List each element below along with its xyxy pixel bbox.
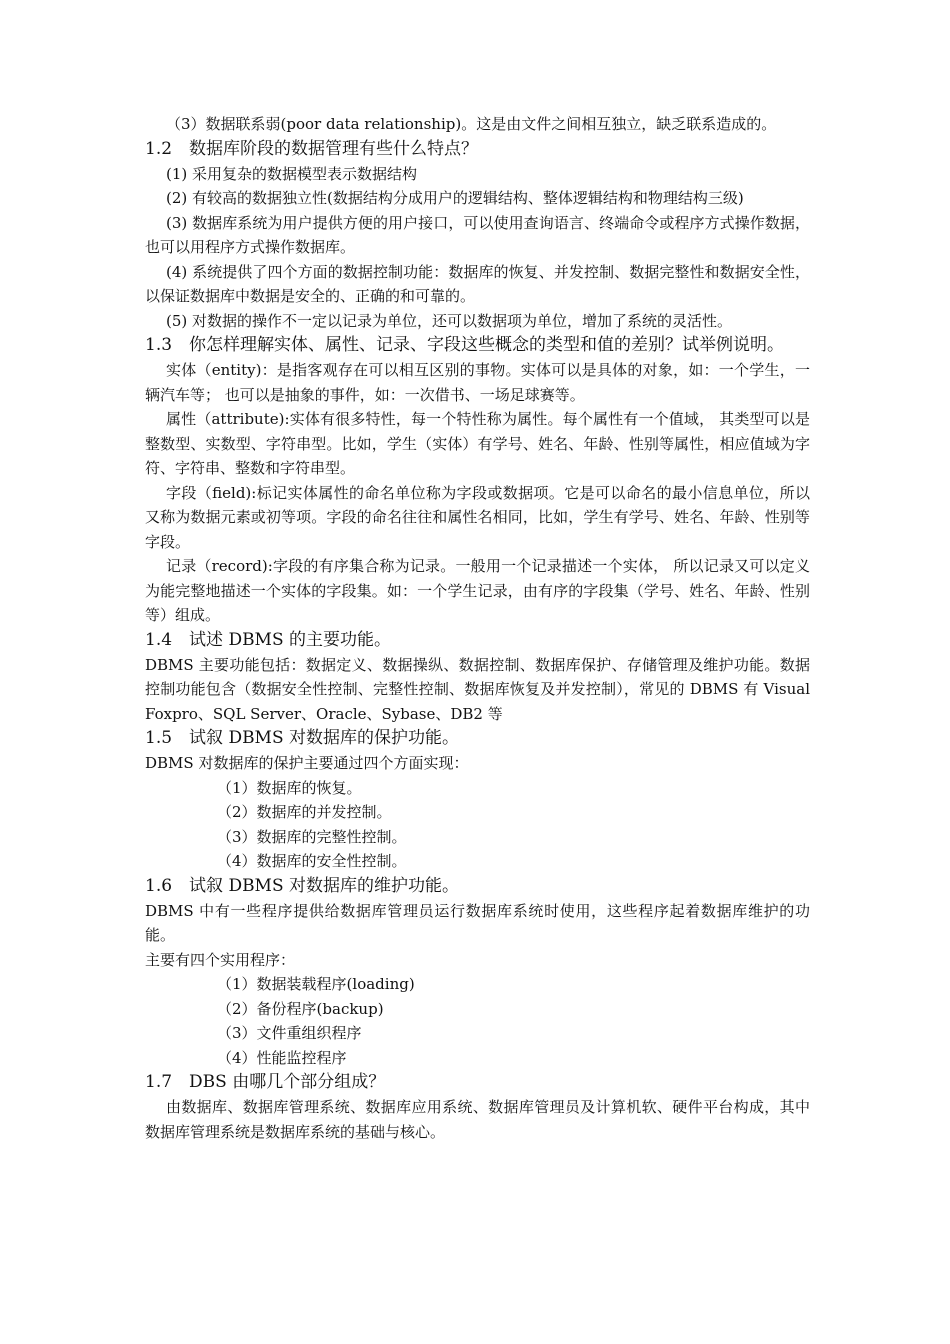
list-item: （1）数据装载程序(loading)	[217, 975, 415, 993]
list-item: （2）数据库的并发控制。	[217, 803, 392, 821]
document-page	[145, 112, 810, 1144]
section-heading: 1.7 DBS 由哪几个部分组成？	[145, 1072, 386, 1092]
section-heading: 1.4 试述 DBMS 的主要功能。	[145, 629, 392, 650]
paragraph: DBMS 对数据库的保护主要通过四个方面实现：	[145, 754, 469, 772]
paragraph: 记录（record):字段的有序集合称为记录。一般用一个记录描述一个实体， 所以记录又可以定义为能完整地描述一个实体的字段集。如：一个学生记录，由有序的字段集（学号、姓名、年龄、性别等）组成。	[145, 557, 810, 624]
section-heading: 1.5 试叙 DBMS 对数据库的保护功能。	[145, 728, 460, 748]
paragraph: (3) 数据库系统为用户提供方便的用户接口，可以使用查询语言、终端命令或程序方式操作数据， 也可以用程序方式操作数据库。	[145, 213, 810, 256]
paragraph: 实体（entity)：是指客观存在可以相互区别的事物。实体可以是具体的对象，如：一个学生，一辆汽车等； 也可以是抽象的事件，如：一次借书、一场足球赛等。	[145, 361, 810, 404]
paragraph: (1) 采用复杂的数据模型表示数据结构	[166, 164, 418, 183]
section-heading: 1.3 你怎样理解实体、属性、记录、字段这些概念的类型和值的差别？试举例说明。	[145, 335, 785, 355]
paragraph: 由数据库、数据库管理系统、数据库应用系统、数据库管理员及计算机软、硬件平台构成，其中数据库管理系统是数据库系统的基础与核心。	[145, 1098, 810, 1141]
list-item: （3）数据库的完整性控制。	[217, 827, 407, 846]
paragraph: 属性（attribute):实体有很多特性，每一个特性称为属性。每个属性有一个值域， 其类型可以是整数型、实数型、字符串型。比如，学生（实体）有学号、姓名、年龄、性别等属性，相应值域为字符、字符串、整数和字符串型。	[145, 410, 810, 477]
paragraph: (5) 对数据的操作不一定以记录为单位，还可以数据项为单位，增加了系统的灵活性。	[166, 311, 733, 330]
list-item: （1）数据库的恢复。	[217, 778, 362, 797]
paragraph: DBMS 中有一些程序提供给数据库管理员运行数据库系统时使用，这些程序起着数据库维护的功能。	[145, 901, 810, 944]
list-item: （4）性能监控程序	[217, 1048, 347, 1067]
paragraph: 字段（field):标记实体属性的命名单位称为字段或数据项。它是可以命名的最小信息单位，所以又称为数据元素或初等项。字段的命名往往和属性名相同，比如，学生有学号、姓名、年龄、性别等字段。	[145, 483, 810, 551]
paragraph: 主要有四个实用程序：	[145, 950, 296, 969]
list-item: （2）备份程序(backup)	[217, 999, 384, 1018]
section-heading: 1.6 试叙 DBMS 对数据库的维护功能。	[145, 875, 460, 896]
paragraph: (2) 有较高的数据独立性(数据结构分成用户的逻辑结构、整体逻辑结构和物理结构三级)	[166, 189, 744, 207]
paragraph: (4) 系统提供了四个方面的数据控制功能：数据库的恢复、并发控制、数据完整性和数据安全性， 以保证数据库中数据是安全的、正确的和可靠的。	[145, 262, 810, 305]
section-heading: 1.2 数据库阶段的数据管理有些什么特点？	[145, 138, 479, 159]
list-item: （3）文件重组织程序	[217, 1024, 362, 1042]
paragraph: DBMS 主要功能包括：数据定义、数据操纵、数据控制、数据库保护、存储管理及维护功能。数据控制功能包含（数据安全性控制、完整性控制、数据库恢复及并发控制），常见的 DBMS 有 Visual Foxpro、SQL Server、Oracle、Sybase、DB2 等	[145, 655, 810, 723]
list-item: （4）数据库的安全性控制。	[217, 852, 407, 870]
paragraph: （3）数据联系弱(poor data relationship)。这是由文件之间相互独立，缺乏联系造成的。	[166, 115, 777, 133]
